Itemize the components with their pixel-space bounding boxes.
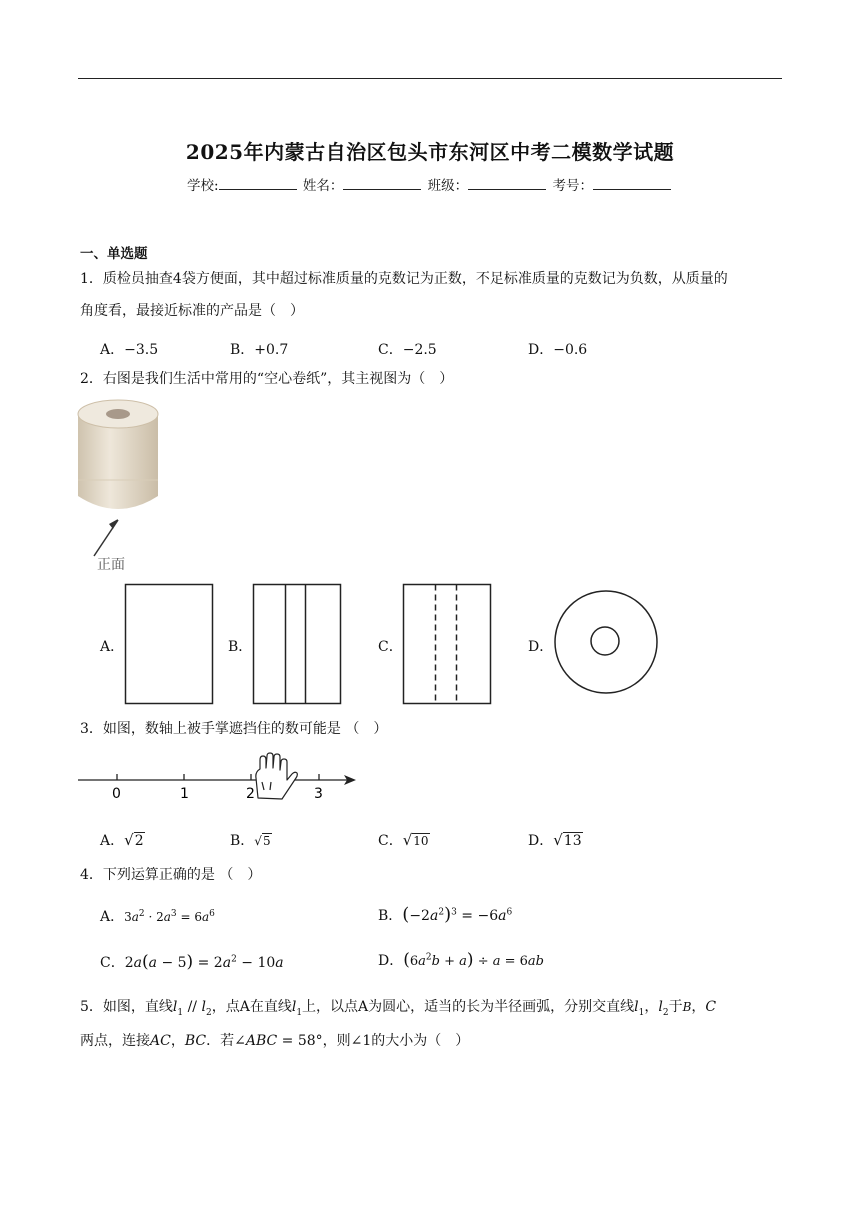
q5-text-1: 5．如图，直线: [80, 999, 173, 1015]
page-title: 2025年内蒙古自治区包头市东河区中考二模数学试题: [185, 140, 675, 164]
section-heading: 一、单选题: [80, 246, 148, 262]
q5-text-7: ，则∠1的大小为（ ）: [322, 1033, 470, 1049]
q4-option-d[interactable]: [378, 950, 544, 970]
q3-option-c[interactable]: C．√10: [378, 831, 429, 849]
q1-option-c[interactable]: C．−2.5: [378, 342, 437, 358]
top-rule: [78, 78, 782, 79]
q4-option-a[interactable]: [100, 906, 215, 926]
q1-option-d[interactable]: D．−0.6: [528, 342, 588, 358]
q5-text-4: 于: [668, 999, 683, 1015]
exam-no-label: 考号：: [552, 178, 593, 194]
q3-stem: 3．如图，数轴上被手掌遮挡住的数可能是 （ ）: [80, 721, 388, 737]
q2-option-b-figure[interactable]: [252, 583, 344, 707]
q2-option-b-label[interactable]: B．: [228, 639, 253, 655]
q3-option-b-label: B．: [230, 833, 255, 849]
q5-l1-b: $l_1$: [634, 999, 645, 1018]
q3-option-d-label: D．: [528, 833, 554, 849]
q5-text-2: ，点A在直线: [211, 999, 292, 1015]
q1-option-a[interactable]: A．−3.5: [100, 342, 159, 358]
q5-angle-expr: ∠ABC = 58°: [234, 1033, 323, 1049]
q3-option-c-radicand: 10: [413, 834, 429, 848]
q3-option-a[interactable]: A．√2: [100, 831, 144, 849]
exam-no-blank[interactable]: [593, 177, 671, 190]
name-blank[interactable]: [343, 177, 421, 190]
q5-parallel-expr: $l_1 // l_2$: [172, 999, 212, 1018]
q2-option-d-figure[interactable]: [552, 588, 660, 696]
q3-option-b-radicand: 5: [262, 834, 271, 848]
q3-option-b[interactable]: B．√5: [230, 833, 271, 849]
q5-seg-bc: BC: [184, 1033, 207, 1049]
tick-label-1: 1: [180, 786, 189, 802]
toilet-paper-figure: [76, 398, 186, 576]
q4-option-a-label: A．: [100, 909, 125, 925]
tick-label-3: 3: [314, 786, 323, 802]
q1-option-b[interactable]: B．+0.7: [230, 342, 289, 358]
q4-option-c-label: C．: [100, 955, 125, 971]
tick-label-2: 2: [246, 786, 255, 802]
q5-text-5: 两点，连接: [80, 1033, 150, 1049]
name-label: 姓名：: [302, 178, 344, 194]
q3-option-a-label: A．: [100, 833, 125, 849]
student-info-line: [0, 174, 860, 194]
q4-option-c[interactable]: [100, 952, 284, 972]
q5-text-3: 上，以点A为圆心，适当的长为半径画弧，分别交直线: [302, 999, 635, 1015]
q2-option-a-label[interactable]: A．: [100, 639, 125, 655]
q5-stem-line2: 两点，连接AC，BC．若∠ABC = 58°，则∠1的大小为（ ）: [80, 1033, 470, 1049]
q1-stem-line1: 1．质检员抽查4袋方便面，其中超过标准质量的克数记为正数，不足标准质量的克数记为负数，从质量的: [80, 271, 728, 287]
arrow-head: [109, 519, 118, 529]
q1-stem-line2: 角度看，最接近标准的产品是（ ）: [80, 303, 304, 319]
q3-option-c-label: C．: [378, 833, 403, 849]
q5-text-6: ．若: [206, 1033, 235, 1049]
hand-icon: [256, 753, 297, 799]
q4-option-b-expr: $(-2a^2)^3 = -6a^6$: [402, 904, 513, 925]
q5-l2: $l_2$: [658, 999, 669, 1018]
number-line-figure: [76, 752, 366, 802]
q3-option-a-radicand: 2: [134, 833, 144, 849]
q5-point-b: B: [682, 1000, 692, 1014]
q5-l1-a: $l_1$: [291, 999, 303, 1018]
class-label: 班级：: [427, 178, 469, 194]
q5-stem-line1: 5．如图，直线$l_1 // l_2$，点A在直线$l_1$上，以点A为圆心，适当的长为半径画弧，分别交直线$l_1$，$l_2$于B，C: [80, 999, 717, 1018]
q2-stem: 2．右图是我们生活中常用的“空心卷纸”，其主视图为（ ）: [80, 371, 454, 387]
school-label: 学校:: [187, 178, 219, 194]
q4-option-d-expr: $(6a^2b + a) \div a = 6ab$: [403, 950, 544, 970]
q4-option-c-expr: $2a(a - 5) = 2a^2 - 10a$: [124, 952, 284, 972]
q4-option-a-expr: $3a^2 \cdot 2a^3 = 6a^6$: [124, 909, 215, 924]
class-blank[interactable]: [468, 177, 546, 190]
q3-option-d[interactable]: D．√13: [528, 831, 582, 849]
q2-option-c-figure[interactable]: [402, 583, 494, 707]
q4-stem: 4．下列运算正确的是 （ ）: [80, 867, 262, 883]
q3-option-d-radicand: 13: [563, 833, 582, 849]
q2-option-a-figure[interactable]: [124, 583, 216, 707]
q2-option-c-label[interactable]: C．: [378, 639, 403, 655]
q4-option-d-label: D．: [378, 953, 404, 969]
front-label: 正面: [97, 557, 125, 573]
q4-option-b[interactable]: [378, 904, 512, 925]
school-blank[interactable]: [219, 177, 297, 190]
q2-option-d-label[interactable]: D．: [528, 639, 554, 655]
q5-point-c: C: [705, 999, 717, 1015]
q4-option-b-label: B．: [378, 908, 403, 924]
tick-label-0: 0: [112, 786, 121, 802]
roll-hole: [106, 409, 130, 419]
q5-seg-ac: AC: [150, 1033, 171, 1049]
